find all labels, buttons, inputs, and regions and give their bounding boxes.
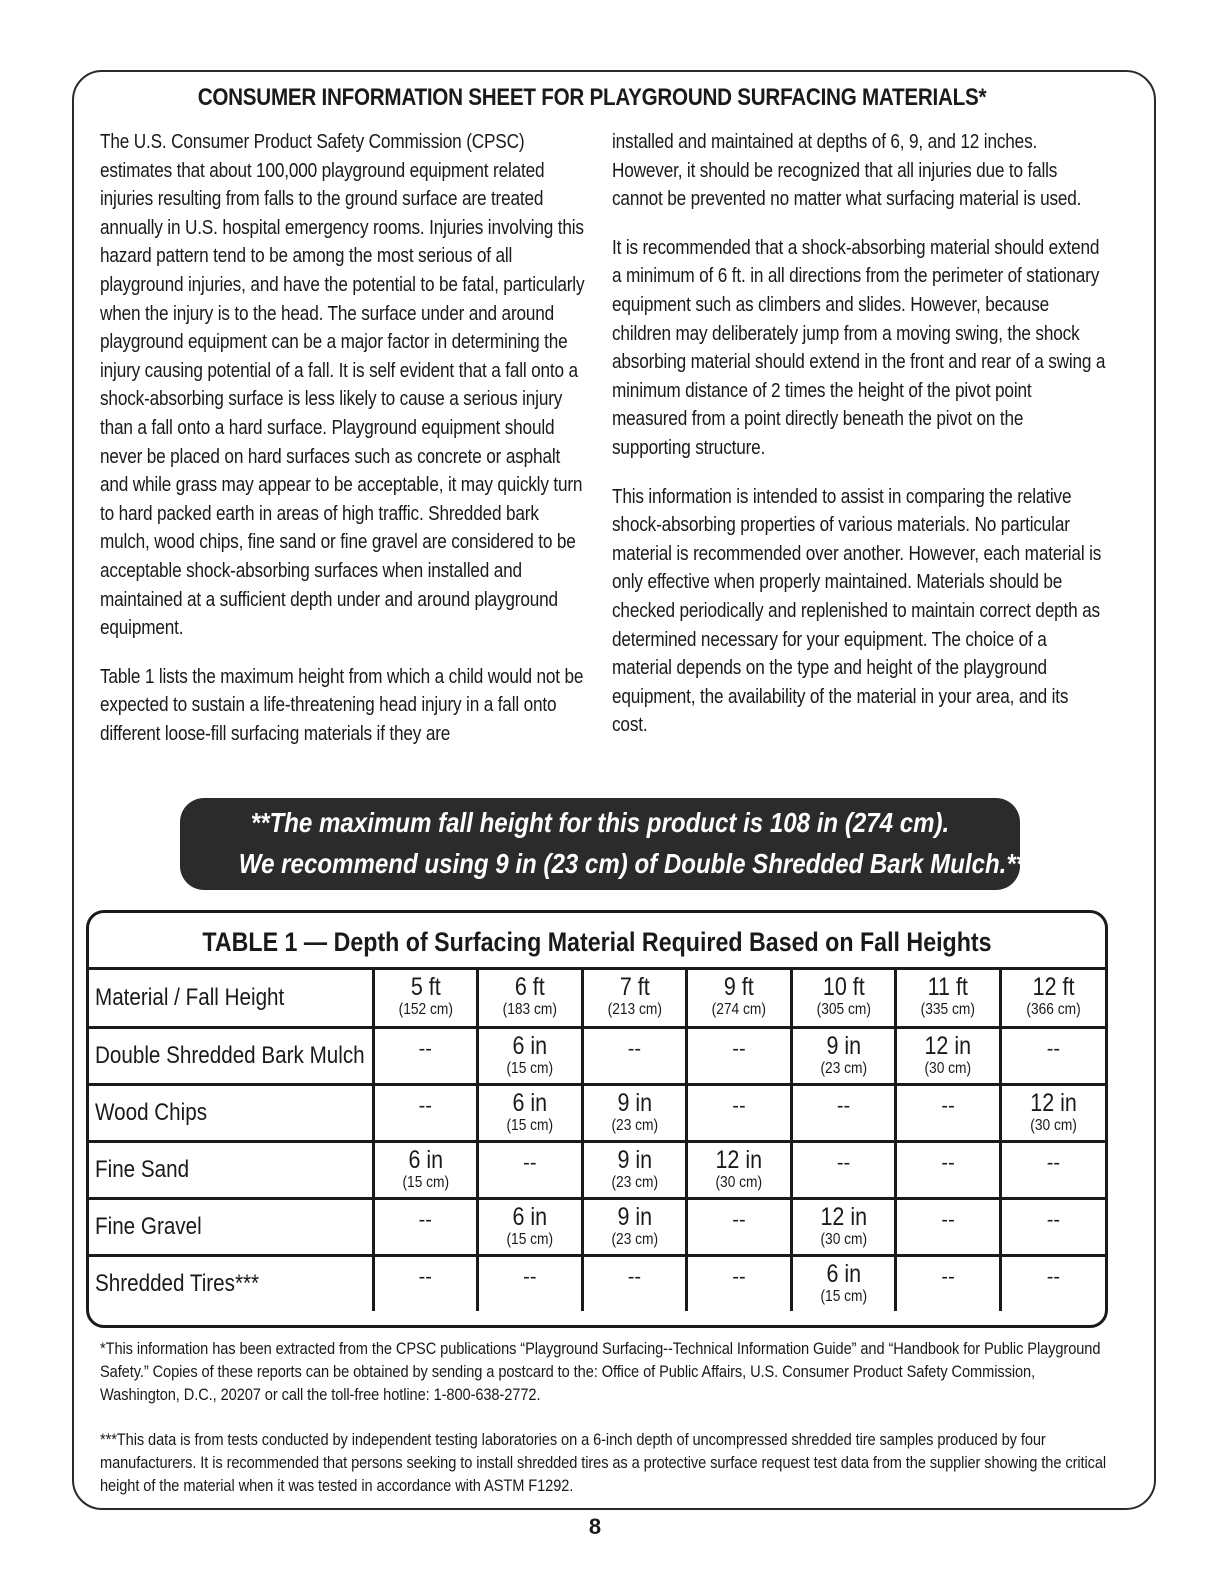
depth-cell [373,1085,478,1142]
depth-value: -- [1046,1266,1061,1288]
depth-cell [791,1085,896,1142]
depth-value: 12 in [924,1032,972,1060]
table-row [89,1199,1105,1256]
paragraph: The U.S. Consumer Product Safety Commission (CPSC) estimates that about 100,000 playground equipment related injuries resulting from falls to the ground surface are treated annually in U.S. hospital emergency rooms. Injuries involving this hazard pattern tend to be among the most serious of all playground injuries, and have the potential to be fatal, particularly when the injury is to the head. The surface under and around playground equipment can be a major factor in determining the injury causing potential of a fall. It is self evident that a fall onto a shock-absorbing surface is less likely to cause a serious injury than a fall onto a hard surface. Playground equipment should never be placed on hard surfaces such as concrete or asphalt and while grass may appear to be acceptable, it may quickly turn to hard packed earth in areas of high traffic. Shredded bark mulch, wood chips, fine sand or fine gravel are considered to be acceptable shock-absorbing surfaces when installed and maintained at a sufficient depth under and around playground equipment. [100,131,585,640]
depth-value: -- [418,1038,432,1060]
depth-value: -- [523,1266,537,1288]
depth-cell [896,1085,1001,1142]
depth-cell [687,1028,792,1085]
fall-height-banner [180,798,1026,890]
depth-value: -- [732,1095,746,1117]
depth-value: 6 in [512,1089,548,1117]
depth-cell [791,1028,896,1085]
depth-cell [791,1256,896,1312]
depth-cell [687,1142,792,1199]
depth-cell [478,1256,583,1312]
depth-value: -- [1046,1038,1061,1060]
depth-cell [791,1142,896,1199]
depth-value: -- [418,1209,432,1231]
material-name: Wood Chips [89,1085,373,1142]
paragraph: It is recommended that a shock-absorbing material should extend a minimum of 6 ft. in all directions from the perimeter of stationary equipment such as climbers and slides. However, because children may deliberately jump from a moving swing, the shock absorbing material should extend in the front and rear of a swing a minimum distance of 2 times the height of the pivot point measured from a point directly beneath the pivot on the supporting structure. [612,236,1106,459]
fall-height-header [373,969,478,1028]
depth-value: -- [1046,1152,1061,1174]
fall-height-header [478,969,583,1028]
depth-value-cm: (15 cm) [506,1117,554,1134]
depth-cell [582,1142,687,1199]
table-row [89,1028,1105,1085]
depth-cell [896,1028,1001,1085]
depth-value: -- [732,1266,746,1288]
depth-value-cm: (23 cm) [611,1117,658,1134]
depth-value: -- [1046,1209,1061,1231]
material-name: Shredded Tires*** [89,1256,373,1312]
depth-value: -- [627,1038,642,1060]
depth-value: 12 in [820,1203,867,1231]
paragraph: installed and maintained at depths of 6, 9, and 12 inches. However, it should be recognized that all injuries due to falls cannot be prevented no matter what surfacing material is used. [612,131,1082,211]
depth-table [89,967,1105,1311]
fall-height-ft: 9 ft [724,973,754,1001]
table-title: TABLE 1 — Depth of Surfacing Material Required Based on Fall Heights [202,927,992,957]
depth-value: -- [941,1209,955,1231]
depth-value-cm: (15 cm) [820,1288,867,1305]
depth-value: 6 in [826,1260,861,1288]
material-name: Fine Gravel [89,1199,373,1256]
depth-cell [478,1028,583,1085]
depth-cell [687,1199,792,1256]
depth-value: 6 in [512,1203,548,1231]
depth-value: -- [941,1266,955,1288]
depth-cell [582,1256,687,1312]
footnote-cpsc: *This information has been extracted from the CPSC publications “Playground Surfacing--Technical Information Guide” and “Handbook for Public Playground Safety.” Copies of these reports can be obtained by sending a postcard to the: Office of Public Affairs, U.S. Consumer Product Safety Commission, Washington, D.C., 20207 or call the toll-free hotline: 1-800-638-2772. [100,1339,1101,1404]
depth-value-cm: (30 cm) [1030,1117,1077,1134]
depth-cell [1000,1028,1105,1085]
corner-header: Material / Fall Height [89,969,373,1028]
fall-height-cm: (335 cm) [920,1001,976,1018]
surfacing-table [86,910,1108,1328]
fall-height-cm: (213 cm) [607,1001,662,1018]
table-row [89,1256,1105,1312]
depth-cell [896,1256,1001,1312]
depth-value: -- [836,1095,851,1117]
fall-height-ft: 11 ft [927,973,969,1001]
table-header-row [89,969,1105,1028]
depth-value: 9 in [617,1146,652,1174]
paragraph: Table 1 lists the maximum height from which a child would not be expected to sustain a life-threatening head injury in a fall onto different loose-fill surfacing materials if they are [100,665,584,745]
depth-value: -- [732,1209,746,1231]
table-row [89,1142,1105,1199]
table-body [89,1028,1105,1312]
depth-value: -- [418,1266,432,1288]
fall-height-header [687,969,792,1028]
depth-value: -- [627,1266,642,1288]
depth-value-cm: (23 cm) [611,1174,658,1191]
fall-height-ft: 10 ft [822,973,865,1001]
footnote-tires: ***This data is from tests conducted by independent testing laboratories on a 6-inch depth of uncompressed shredded tire samples produced by four manufacturers. It is recommended that persons seeking to install shredded tires as a protective surface request test data from the supplier showing the critical height of the material when it was tested in accordance with ASTM F1292. [100,1430,1107,1495]
depth-value-cm: (30 cm) [715,1174,763,1191]
material-name: Double Shredded Bark Mulch [89,1028,373,1085]
depth-value: 9 in [826,1032,861,1060]
depth-value: 6 in [512,1032,548,1060]
fall-height-header [791,969,896,1028]
fall-height-cm: (274 cm) [711,1001,767,1018]
depth-value-cm: (30 cm) [924,1060,972,1077]
depth-cell [896,1142,1001,1199]
banner-line-1: **The maximum fall height for this product is 108 in (274 cm). [250,807,950,838]
depth-cell [373,1028,478,1085]
depth-cell [478,1199,583,1256]
fall-height-header [896,969,1001,1028]
depth-cell [373,1199,478,1256]
depth-cell [478,1085,583,1142]
page-title: CONSUMER INFORMATION SHEET FOR PLAYGROUND SURFACING MATERIALS* [197,84,987,111]
depth-value: -- [941,1152,955,1174]
depth-value-cm: (23 cm) [820,1060,867,1077]
depth-value-cm: (30 cm) [820,1231,867,1248]
fall-height-ft: 6 ft [514,973,545,1001]
fall-height-cm: (366 cm) [1026,1001,1081,1018]
depth-cell [791,1199,896,1256]
depth-cell [1000,1142,1105,1199]
fall-height-cm: (183 cm) [502,1001,557,1018]
depth-value: 12 in [715,1146,763,1174]
left-column [100,128,590,768]
depth-cell [896,1199,1001,1256]
depth-value: 6 in [407,1146,443,1174]
depth-cell [582,1028,687,1085]
depth-cell [373,1142,478,1199]
depth-cell [687,1085,792,1142]
depth-cell [373,1256,478,1312]
depth-value-cm: (23 cm) [611,1231,658,1248]
depth-value: 9 in [617,1089,652,1117]
depth-cell [1000,1256,1105,1312]
depth-value: -- [732,1038,746,1060]
depth-value: -- [418,1095,432,1117]
banner-line-2: We recommend using 9 in (23 cm) of Double Shredded Bark Mulch.** [238,848,1026,879]
fall-height-header [582,969,687,1028]
material-name: Fine Sand [89,1142,373,1199]
depth-value-cm: (15 cm) [401,1174,449,1191]
fall-height-cm: (152 cm) [398,1001,453,1018]
depth-cell [582,1199,687,1256]
fall-height-ft: 5 ft [410,973,441,1001]
depth-cell [478,1142,583,1199]
page-number: 8 [588,1514,602,1539]
depth-cell [687,1256,792,1312]
depth-value: -- [941,1095,955,1117]
depth-value: 12 in [1030,1089,1077,1117]
fall-height-ft: 12 ft [1032,973,1075,1001]
depth-value: -- [523,1152,537,1174]
depth-cell [1000,1085,1105,1142]
fall-height-header [1000,969,1105,1028]
depth-cell [1000,1199,1105,1256]
depth-value-cm: (15 cm) [506,1231,554,1248]
fall-height-ft: 7 ft [619,973,650,1001]
fall-height-cm: (305 cm) [816,1001,871,1018]
depth-value: -- [836,1152,851,1174]
right-column [612,128,1107,760]
depth-value: 9 in [617,1203,652,1231]
table-row [89,1085,1105,1142]
paragraph: This information is intended to assist in comparing the relative shock-absorbing properties of various materials. No particular material is recommended over another. However, each material is only effective when properly maintained. Materials should be checked periodically and replenished to maintain correct depth as determined necessary for your equipment. The choice of a material depends on the type and height of the playground equipment, the availability of the material in your area, and its cost. [612,485,1102,737]
depth-value-cm: (15 cm) [506,1060,554,1077]
depth-cell [582,1085,687,1142]
